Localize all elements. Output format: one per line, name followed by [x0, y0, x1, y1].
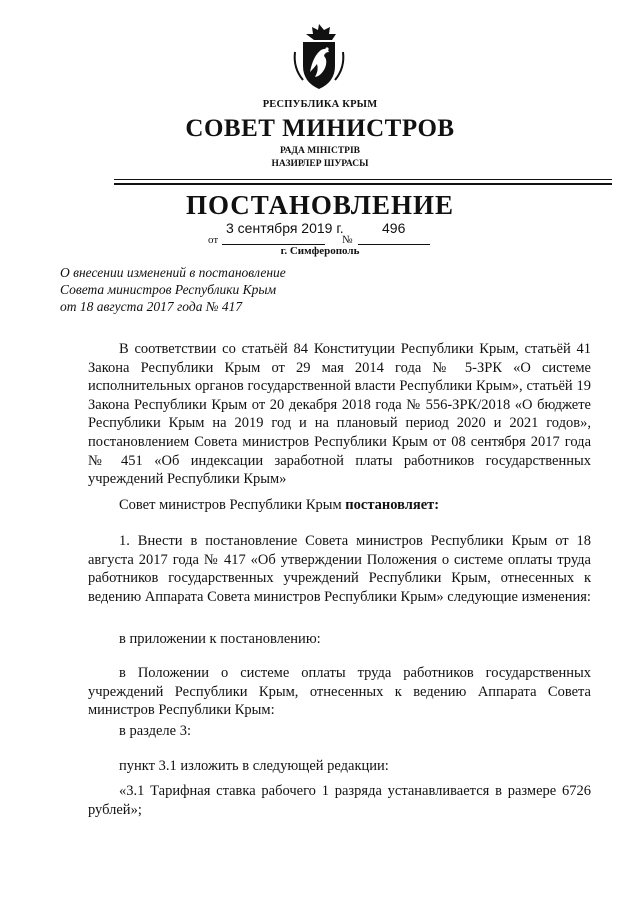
- resolution-verb: постановляет:: [345, 497, 440, 513]
- section-paragraph: в разделе 3:: [119, 723, 192, 739]
- regulation-paragraph: в Положении о системе оплаты труда работников государственных учреждений Республики Крым, отнесенных к ведению Аппарата Совета министров Республики Крым:: [88, 665, 591, 719]
- document-subject: [60, 264, 380, 315]
- item-1-paragraph: 1. Внести в постановление Совета министров Республики Крым от 18 августа 2017 года № 417 «Об утверждении Положения о системе оплаты труда работников государственных учреждений Республики Крым, отнесенных к ведению Аппарата Совета министров Республики Крым» следующие изменения:: [88, 533, 591, 605]
- council-name: СОВЕТ МИНИСТРОВ: [185, 115, 455, 142]
- crimea-coat-of-arms-icon: [291, 22, 347, 92]
- annex-paragraph: в приложении к постановлению:: [119, 631, 321, 647]
- resolution-text: Совет министров Республики Крым: [119, 497, 346, 513]
- preamble-paragraph: В соответствии со статьёй 84 Конституции Республики Крым, статьёй 41 Закона Республики Крым от 29 мая 2014 года № 5-ЗРК «О системе исполнительных органов государственной власти Республики Крым», статьёй 19 Закона Республики Крым от 20 декабря 2018 года № 556-ЗРК/2018 «О бюджете Республики Крым на 2019 год и на плановый период 2020 и 2021 годов», постановлением Совета министров Республики Крым от 08 сентября 2017 года № 451 «Об индексации заработной платы работников государственных учреждений Республики Крым»: [88, 341, 591, 488]
- city: г. Симферополь: [280, 245, 360, 257]
- date-label: от: [208, 234, 219, 246]
- number-label: №: [342, 234, 353, 246]
- clause-paragraph: пункт 3.1 изложить в следующей редакции:: [119, 758, 389, 774]
- republic-name: РЕСПУБЛИКА КРЫМ: [262, 99, 378, 110]
- council-name-crimean-tatar: НАЗИРЛЕР ШУРАСЫ: [271, 159, 369, 169]
- subject-line: от 18 августа 2017 года № 417: [60, 299, 243, 314]
- council-name-ukrainian: РАДА МІНІСТРІВ: [279, 146, 360, 156]
- header-divider-thin: [114, 179, 612, 180]
- quote-paragraph: «3.1 Тарифная ставка рабочего 1 разряда устанавливается в размере 6726 рублей»;: [88, 783, 591, 818]
- header-divider-thick: [114, 183, 612, 185]
- subject-line: О внесении изменений в постановление: [60, 265, 286, 280]
- resolution-paragraph: [88, 496, 591, 515]
- document-date: 3 сентября 2019 г.: [226, 220, 344, 236]
- document-number: 496: [382, 220, 406, 236]
- subject-line: Совета министров Республики Крым: [60, 282, 277, 297]
- document-type: ПОСТАНОВЛЕНИЕ: [185, 190, 455, 220]
